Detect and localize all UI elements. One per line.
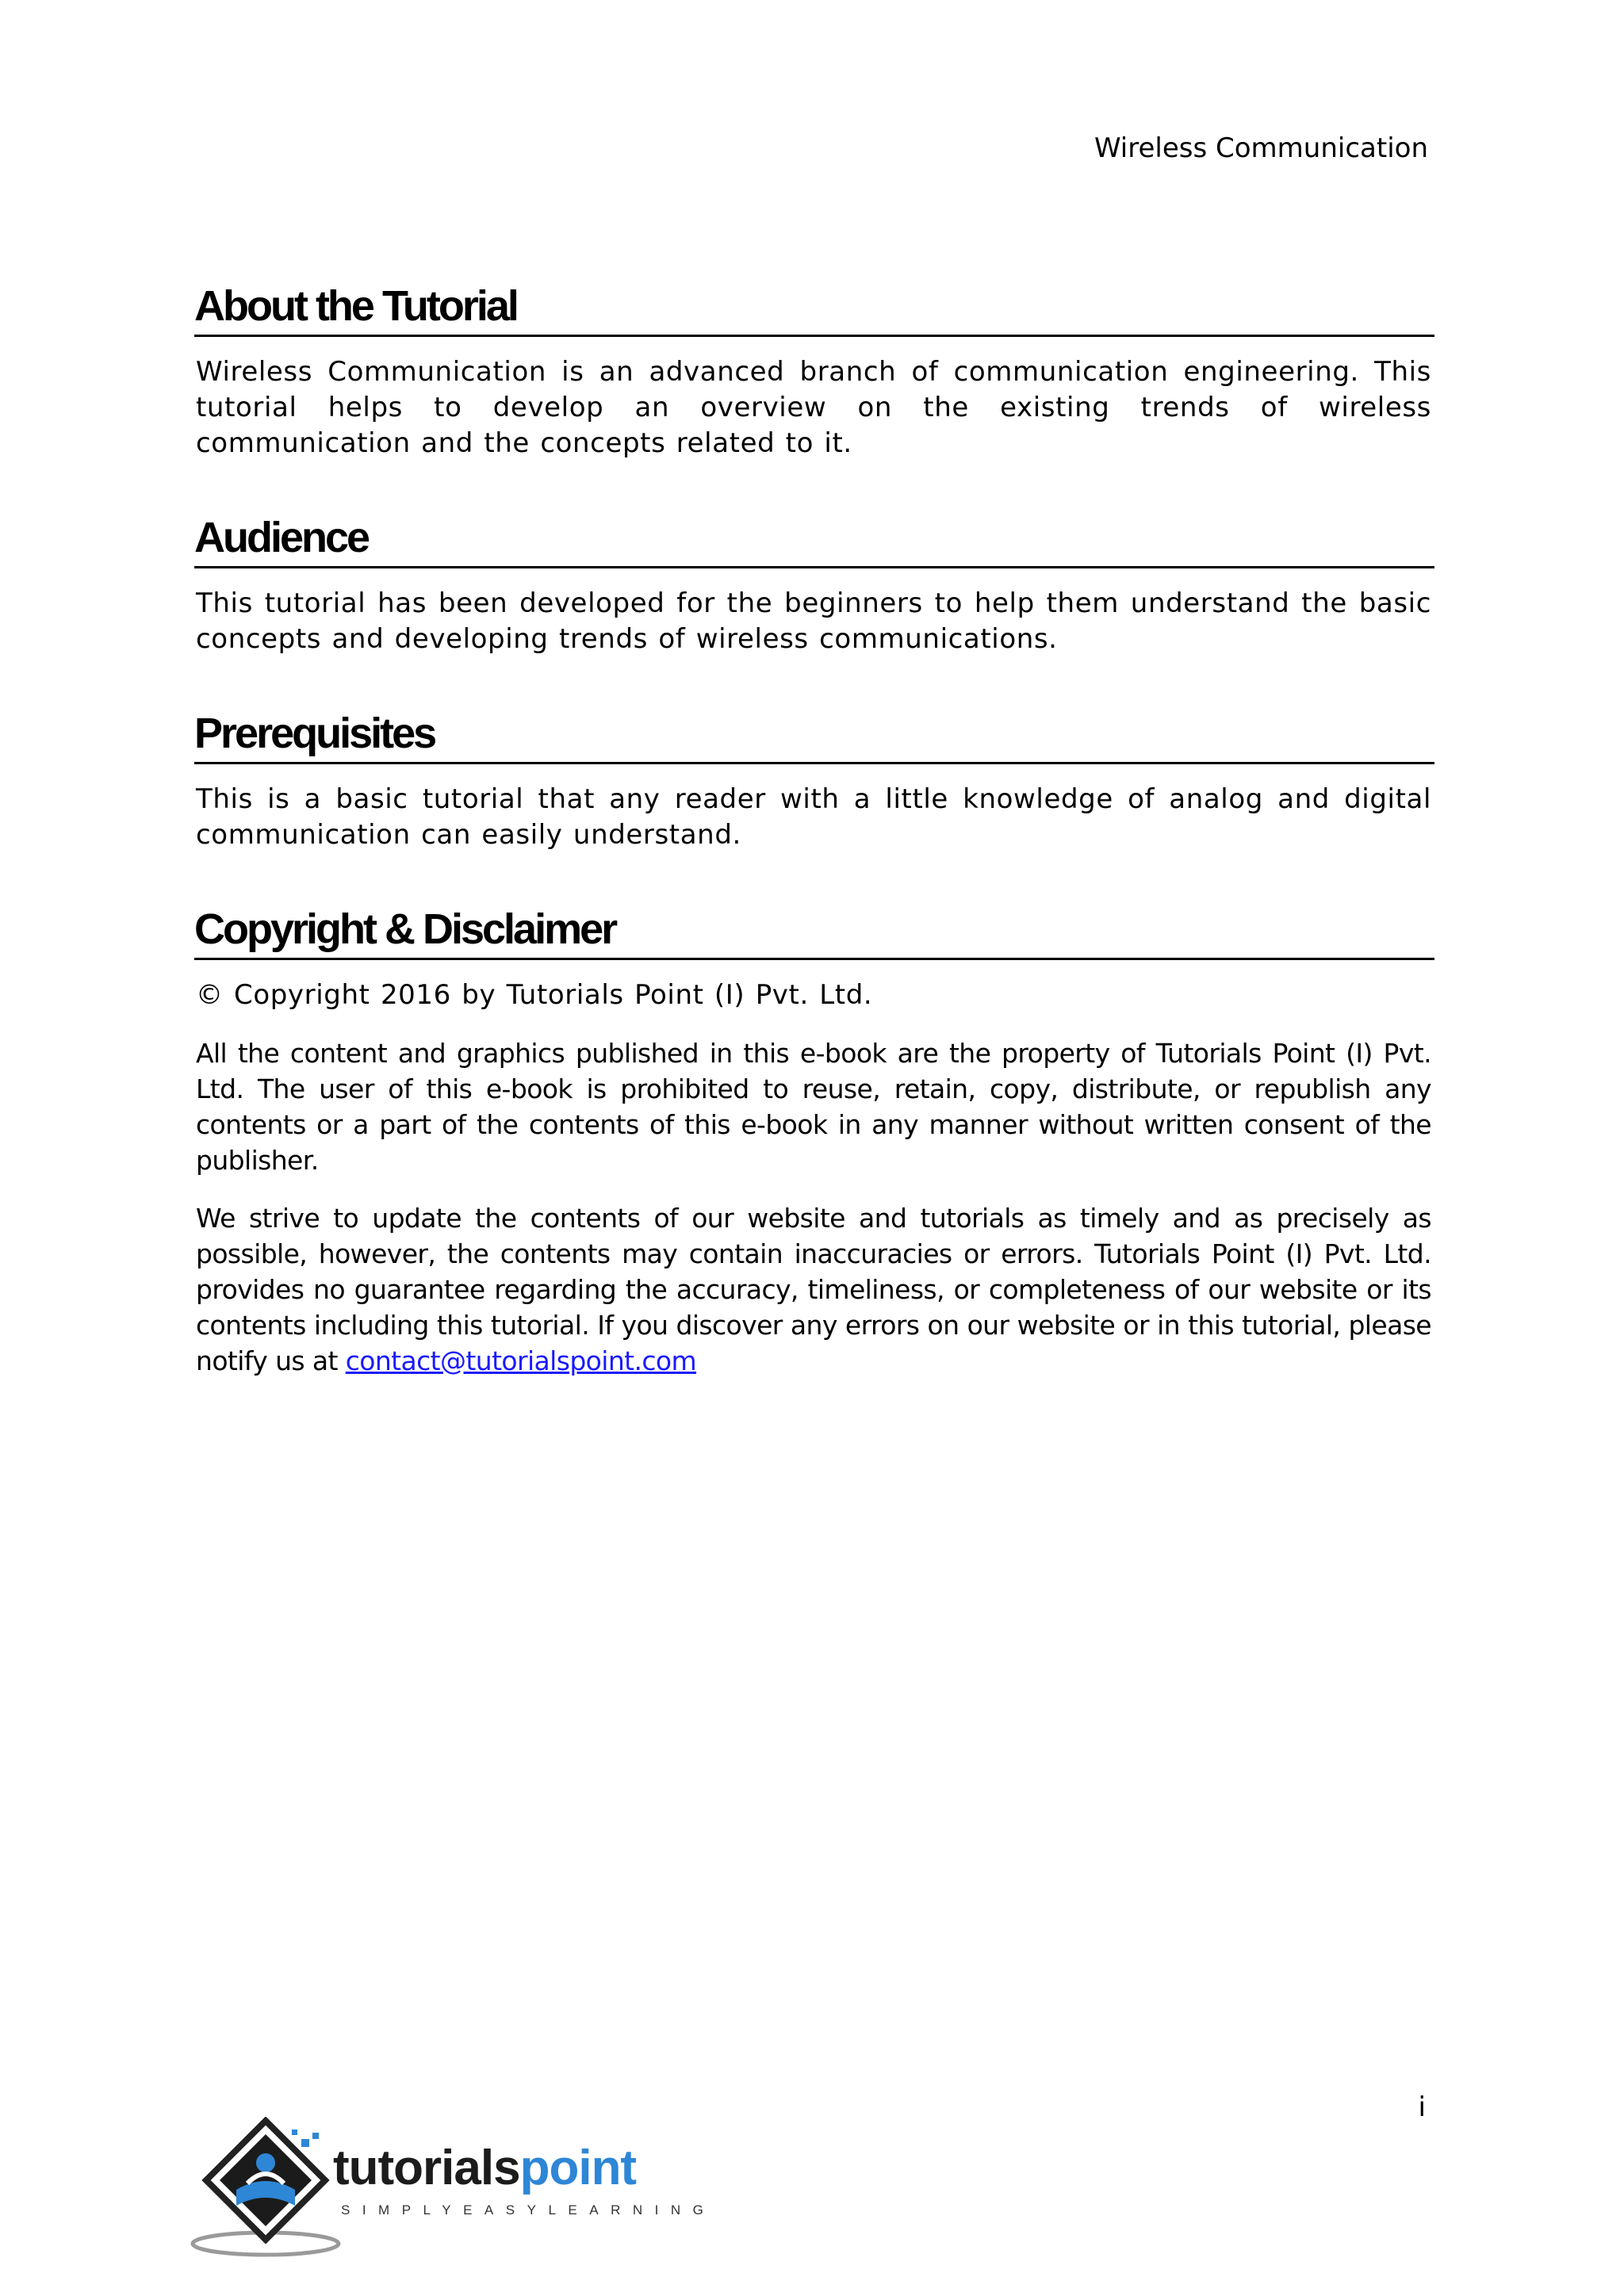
copyright-notice: © Copyright 2016 by Tutorials Point (I) Pvt. Ltd. xyxy=(196,979,873,1011)
page-number: i xyxy=(1418,2091,1426,2123)
logo-word-point: point xyxy=(519,2141,637,2195)
tutorialspoint-logo-icon xyxy=(190,2117,349,2260)
audience-heading: Audience xyxy=(194,511,1434,568)
copyright-paragraph-2-text: We strive to update the contents of our website and tutorials as timely and as precisely as possible, however, the contents may contain inaccuracies or errors. Tutorials Point (I) Pvt. Ltd. provides no guarantee regarding the accuracy, timeliness, or completeness of our website or its contents including this tutorial. If you discover any errors on our website or in this tutorial, please notify us at xyxy=(196,1203,1431,1376)
copyright-heading: Copyright & Disclaimer xyxy=(194,902,1434,960)
running-header-title: Wireless Communication xyxy=(1094,132,1428,164)
prerequisites-body: This is a basic tutorial that any reader with a little knowledge of analog and digital communication can easily understand. xyxy=(196,783,1431,851)
section-prerequisites xyxy=(196,706,1431,853)
prerequisites-heading: Prerequisites xyxy=(194,706,1434,764)
copyright-paragraph-1: All the content and graphics published in this e-book are the property of Tutorials Point (I) Pvt. Ltd. The user of this e-book is prohibited to reuse, retain, copy, distribute, or republish any contents or a part of the contents of this e-book in any manner without written consent of the publisher. xyxy=(196,1038,1431,1176)
about-body: Wireless Communication is an advanced branch of communication engineering. This tutorial helps to develop an overview on the existing trends of wireless communication and the concepts related to it. xyxy=(196,356,1431,459)
section-audience xyxy=(196,511,1431,657)
about-heading: About the Tutorial xyxy=(194,279,1434,337)
section-copyright xyxy=(196,902,1431,1379)
section-about xyxy=(196,279,1431,461)
logo-word-tutorials: tutorials xyxy=(333,2141,520,2195)
logo-tagline: SIMPLYEASYLEARNING xyxy=(341,2202,716,2218)
page-content xyxy=(196,279,1431,1428)
tutorialspoint-logo xyxy=(190,2117,716,2260)
copyright-paragraph-2 xyxy=(196,1200,1431,1379)
contact-email-link[interactable]: contact@tutorialspoint.com xyxy=(345,1345,697,1376)
audience-body: This tutorial has been developed for the beginners to help them understand the basic concepts and developing trends of wireless communications. xyxy=(196,587,1431,655)
logo-wordmark xyxy=(333,2141,637,2195)
